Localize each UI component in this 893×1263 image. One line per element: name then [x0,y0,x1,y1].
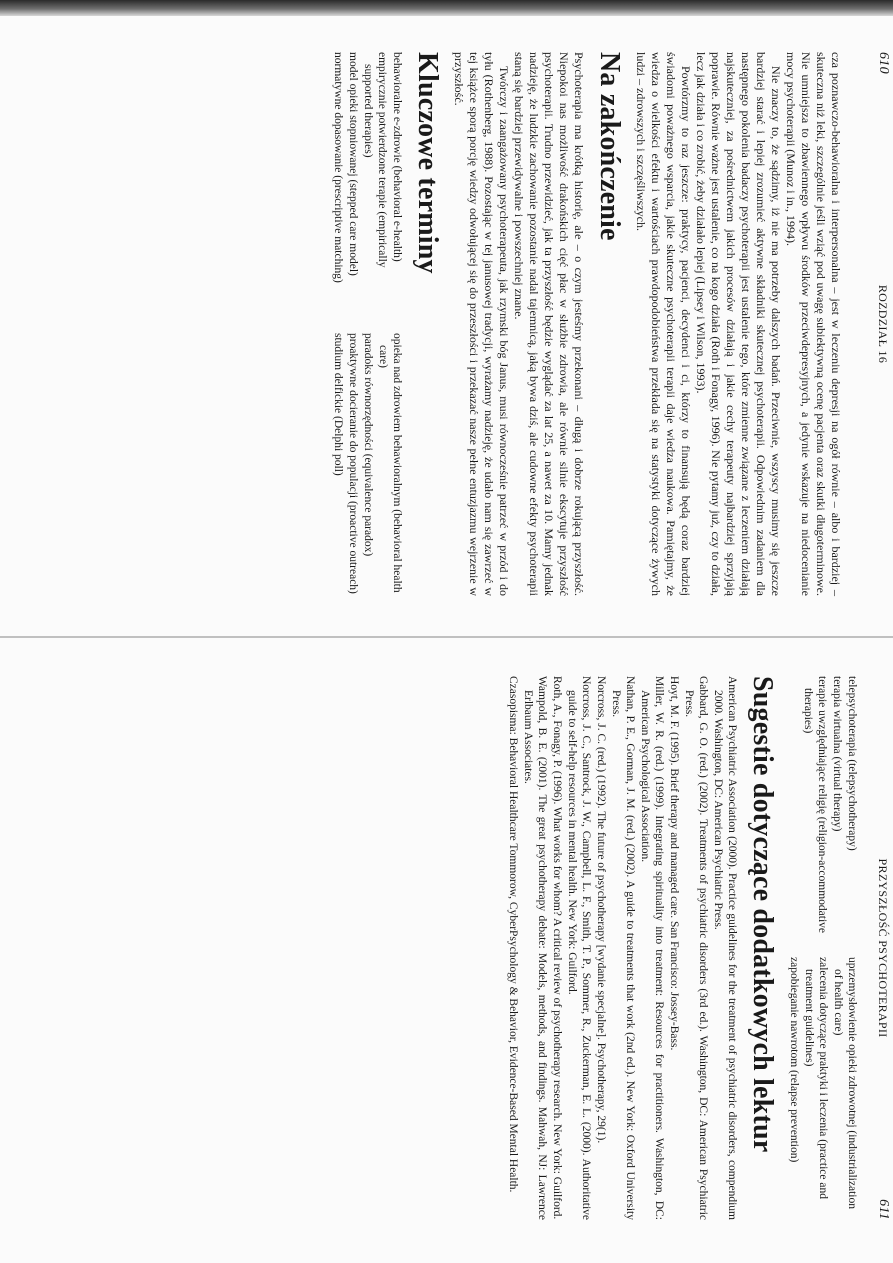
term-item: proaktywne docieranie do populacji (proactive outreach) [347,333,359,594]
reference-item: Hoyt, M. F. (1995). Brief therapy and managed care. San Francisco: Jossey-Bass. [668,676,680,1051]
scan-edge-strip [0,0,893,16]
paragraph: Twórczy i zaangażowany psychoterapeuta, jak rzymski bóg Janus, musi równocześnie patrzeć w przód i do tyłu (Rothenberg, 1988). Pozostając w tej janusowej tradycji, wyrażamy nadzieję, że udało nam się zawrzeć w tej książce sporą porcję wiedzy odwołującej się do przeszłości i przekazać nasze pełne entuzjazmu wejrzenie w przyszłość. [452,52,511,596]
terms-column-left [330,52,404,315]
reference-item: Wampold, B. E. (2001). The great psychotherapy debate: Models, methods, and findings. Mahwah, NJ: Lawrence Erlbaum Associates. [522,676,548,1220]
page-body [330,52,843,596]
reference-item: American Psychiatric Association (2000). Practice guidelines for the treatment of psychiatric disorders, compendium 2000. Washington, DC: American Psychiatric Press. [712,676,738,1220]
page-divider [0,636,893,638]
paragraph: cza poznawczo-behawioralna i interpersonalna – jest w leczeniu depresji na ogół równie – albo i bardziej – skuteczna niż leki, szczególnie jeśli wziąć pod uwagę subiektywną ocenę pacjenta oraz skutki długoterminowe. Nie umniejsza to zbawiennego wpływu środków przeciwdepresyjnych, a jedynie wskazuje na niedocenianie mocy psychoterapii (Munoz i in., 1994). [784,52,843,596]
page-number: 610 [876,52,891,74]
term-item: telepsychoterapia (telepsychotherapy) [846,676,858,851]
reference-item: Norcross, J. C., Santrock, J. W., Campbell, L. F., Smith, T. P., Sommer, R., Zuckerman, E. L. (2000). Authoritative guide to self-help resources in mental health. New York: Guilford. [566,676,592,1220]
section-heading-further-reading: Sugestie dotyczące dodatkowych lektur [747,676,778,1153]
page-610 [0,24,893,624]
running-head: PRZYSZŁOŚĆ PSYCHOTERAPII [876,858,890,1038]
term-item: behawioralne e-zdrowie (behavioral e-health) [391,52,403,262]
reference-item: Norcross, J. C. (red.) (1992). The future of psychotherapy [wydanie specjalne]. Psychotherapy, 29(1). [595,676,607,1144]
reference-item: Nathan, P. E., Gorman, J. M. (red.) (2002). A guide to treatments that work (2nd ed.). New York: Oxford University Press. [610,676,636,1220]
term-item: zalecenia dotyczące praktyki i leczenia (practice and treatment guidelines) [803,957,829,1199]
paragraph: Nie znaczy to, że sądzimy, iż nie ma potrzeby dalszych badań. Przeciwnie, wszyscy musimy się jeszcze bardziej starać i lepiej zrozumieć aktywne składniki skutecznej psychoterapii. Odpowiednim zadaniem dla następnego pokolenia badaczy psychoterapii jest ustalenie tego, które zmienne związane z leczeniem działają najskuteczniej, za pośrednictwem jakich procesów działają i jakie cechy terapeuty najbardziej sprzyjają poprawie. Równie ważne jest ustalenie, co na kogo działa (Roth i Fonagy, 1996). Nie pytamy już, czy to działa, lecz jak działa i co zrobić, żeby działało lepiej (Lipsey i Wilson, 1993). [694,52,783,596]
terms-column-right [786,957,859,1220]
term-item: terapia wirtualna (virtual therapy) [831,676,843,832]
term-item: studium delfickie (Delphi poll) [332,333,344,476]
page-header [871,648,893,1248]
page-number: 611 [876,1199,891,1220]
reference-item: Roth, A., Fonagy, P. (1996). What works for whom? A critical review of psychotherapy research. New York: Guilford. [551,676,563,1220]
section-heading-key-terms: Kluczowe terminy [412,52,443,274]
term-item: zapobieganie nawrotom (relapse prevention) [788,957,800,1163]
term-item: normatywne dopasowanie (prescriptive matching) [332,52,344,283]
terms-column-left [786,676,859,939]
reference-item: Miller, W. R. (red.) (1999). Integrating spirituality into treatment: Resources for practitioners. Washington, DC: American Psychological Association. [639,676,665,1220]
term-item: terapie uwzględniające religię (religion-accommodative therapies) [802,676,828,934]
reference-item: Czasopisma: Behavioral Healthcare Tommorow, CyberPsychology & Behavior, Evidence-Based Mental Health. [507,676,519,1193]
reference-list [506,676,739,1220]
running-head: ROZDZIAŁ 16 [876,284,890,364]
term-item: paradoks równorzędności (equivalence paradox) [362,333,374,557]
key-terms-list-continued [786,676,859,1220]
term-item: opieka nad zdrowiem behawioralnym (behavioral health care) [377,333,403,593]
page-body [505,676,859,1220]
term-item: uprzemysłowienie opieki zdrowotnej (industrialization of health care) [832,957,858,1209]
paragraph: Powtórzmy to raz jeszcze: praktycy, pacjenci, decydenci i ci, którzy to finansują będą coraz bardziej świadomi poważnego wsparcia, jakie skuteczne psychoterapii terapii daje wiedza naukowa. Pamiętajmy, że wiedza o wielkości efektu i wartościach prawdopodobieństwa przekłada się na statystyki dotyczące żywych ludzi – zdrowszych i szczęśliwszych. [634,52,693,596]
terms-column-right [330,333,404,596]
term-item: model opieki stopniowanej (stepped care model) [347,52,359,276]
reference-item: Gabbard, G. O. (red.) (2002). Treatments of psychiatric disorders (3rd ed.). Washington, DC: American Psychiatric Press. [683,676,709,1220]
paragraph: Psychoterapia ma krótką historię, ale – o czym jesteśmy przekonani – długą i dobrze rokującą przyszłość. Niepokoi nas możliwość drakońskich cięć płac w służbie zdrowia, ale równie silnie ekscytuje przyszłość psychoterapii. Trudno przewidzieć, jak ta przyszłość będzie wyglądać za lat 25, a nawet za 10. Mamy jednak nadzieję, że ludzkie zachowanie pozostanie nadal tajemnicą, jaką bywa dziś, ale cudowne efekty psychoterapii staną się bardziej przewidywalne i powszechniej znane. [512,52,586,596]
page-header [871,24,893,624]
section-heading-conclusion: Na zakończenie [594,52,625,241]
key-terms-list [330,52,404,596]
term-item: empirycznie potwierdzone terapie (empirically supported therapies) [362,52,388,268]
page-611 [0,648,893,1248]
